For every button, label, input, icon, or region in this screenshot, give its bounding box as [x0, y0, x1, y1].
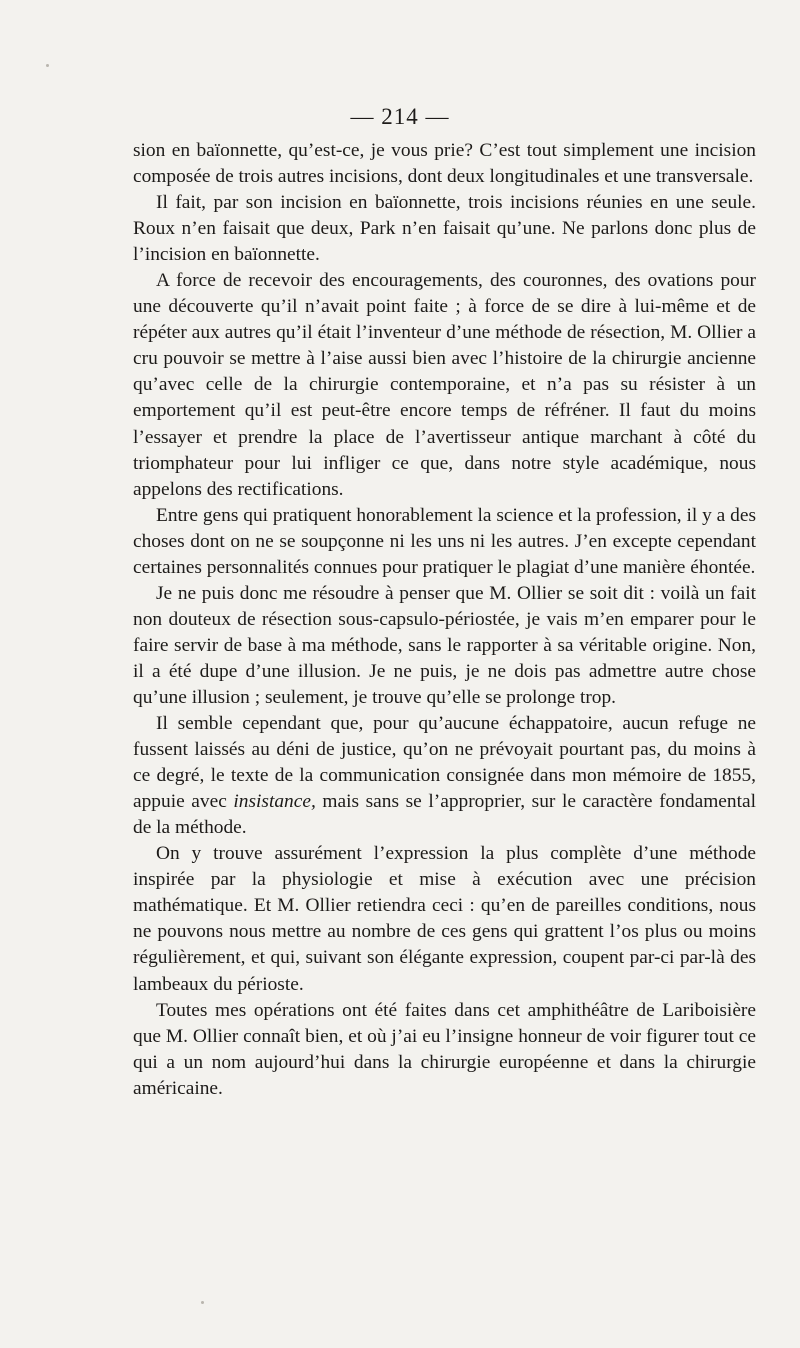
paragraph: A force de recevoir des encouragements, des couronnes, des ovations pour une découverte qu’il n’avait point faite ; à force de se dire à lui-même et de répéter aux autres qu’il était l’inventeur d’une méthode de résection, M. Ollier a cru pouvoir se mettre à l’aise aussi bien avec l’histoire de la chirurgie ancienne qu’avec celle de la chirurgie contemporaine, et n’a pas su résister à un emportement qu’il est peut-être encore temps de réfréner. Il faut du moins l’essayer et prendre la place de l’avertisseur antique marchant à côté du triomphateur pour lui infliger ce que, dans notre style académique, nous appelons des rectifications. [133, 270, 756, 500]
paper-speck [201, 1301, 204, 1304]
body-text [133, 138, 756, 1102]
paragraph: Je ne puis donc me résoudre à penser que M. Ollier se soit dit : voilà un fait non douteux de résection sous-capsulo-périostée, je vais m’en emparer pour le faire servir de base à ma méthode, sans le rapporter à sa véritable origine. Non, il a été dupe d’une illusion. Je ne puis, je ne dois pas admettre autre chose qu’une illusion ; seulement, je trouve qu’elle se prolonge trop. [133, 582, 756, 708]
paragraph-with-emphasis [133, 711, 756, 841]
paragraph: Il fait, par son incision en baïonnette, trois incisions réunies en une seule. Roux n’en faisait que deux, Park n’en faisait qu’une. Ne parlons donc plus de l’incision en baïonnette. [133, 192, 756, 266]
paragraph-text-before: Il semble cependant que, pour qu’aucune échappatoire, aucun refuge ne fussent laissés au déni de justice, qu’on ne prévoyait pourtant pas, du moins à ce degré, le texte de la communication consignée dans mon mémoire de 1855, appuie avec [133, 713, 756, 813]
paragraph-continuation: sion en baïonnette, qu’est-ce, je vous prie? C’est tout simplement une incision composée de trois autres incisions, dont deux longitudinales et une transversale. [133, 140, 756, 188]
paragraph: Entre gens qui pratiquent honorablement la science et la profession, il y a des choses dont on ne se soupçonne ni les uns ni les autres. J’en excepte cependant certaines personnalités connues pour pratiquer le plagiat d’une manière éhontée. [133, 504, 756, 578]
paragraph: Toutes mes opérations ont été faites dans cet amphithéâtre de Lariboisière que M. Ollier connaît bien, et où j’ai eu l’insigne honneur de voir figurer tout ce qui a un nom aujourd’hui dans la chirurgie européenne et dans la chirurgie américaine. [133, 999, 756, 1099]
page-number-header: — 214 — [350, 104, 450, 129]
paragraph-text-after: mais sans se l’approprier, sur le caractère fondamental de la méthode. [133, 791, 756, 839]
emphasized-word: insistance, [233, 791, 316, 813]
paper-speck [46, 64, 49, 67]
paragraph: On y trouve assurément l’expression la plus complète d’une méthode inspirée par la physiologie et mise à exécution avec une précision mathématique. Et M. Ollier retiendra ceci : qu’en de pareilles conditions, nous ne pouvons nous mettre au nombre de ces gens qui grattent l’os plus ou moins régulièrement, et qui, suivant son élégante expression, coupent par-ci par-là des lambeaux du périoste. [133, 843, 756, 995]
